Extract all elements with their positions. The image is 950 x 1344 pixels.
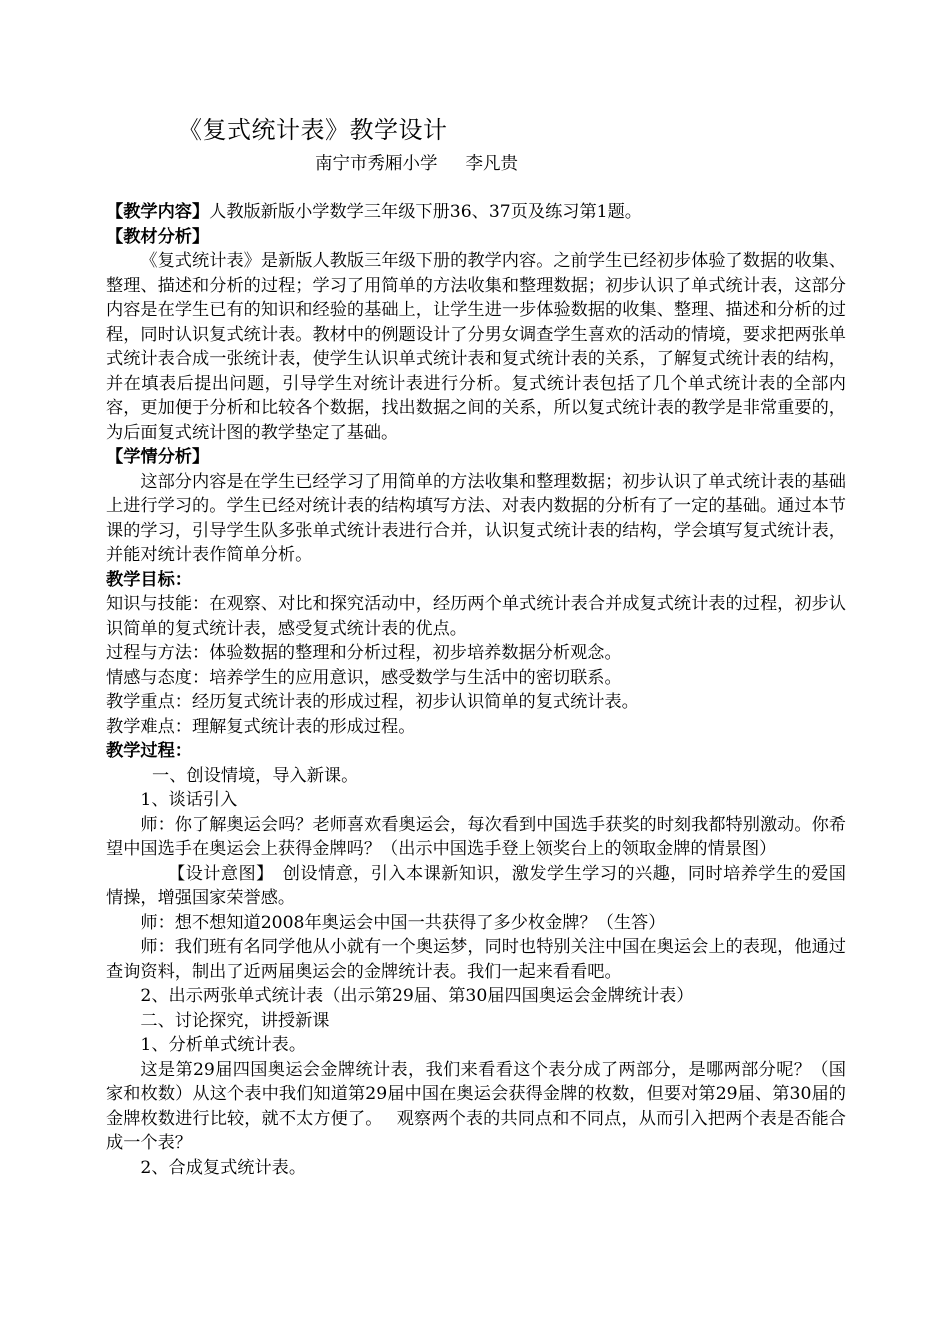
document-title: 《复式统计表》教学设计 [178, 116, 448, 144]
student-analysis-text: 这部分内容是在学生已经学习了用简单的方法收集和整理数据；初步认识了单式统计表的基础上进行学习的。学生已经对统计表的结构填写方法、对表内数据的分析有了一定的基础。通过本节课的学习，引导学生队多张单式统计表进行合并，认识复式统计表的结构，学会填写复式统计表，并能对统计表作简单分析。 [106, 471, 846, 565]
teaching-difficulty: 教学难点：理解复式统计表的形成过程。 [106, 716, 416, 737]
document-body [106, 200, 846, 1180]
section-2-step-1: 1、分析单式统计表。 [140, 1035, 307, 1055]
teacher-speech-2: 师：想不想知道2008年奥运会中国一共获得了多少枚金牌？（生答） [140, 912, 666, 933]
section-1-heading: 一、创设情境，导入新课。 [152, 765, 359, 786]
design-intent-text: 创设情意，引入本课新知识，激发学生学习的兴趣，同时培养学生的爱国情操，增强国家荣誉感。 [106, 863, 846, 908]
section-2-heading: 二、讨论探究，讲授新课 [140, 1010, 330, 1031]
section-1-step-2: 2、出示两张单式统计表（出示第29届、第30届四国奥运会金牌统计表） [140, 986, 694, 1006]
design-intent [106, 862, 846, 911]
design-intent-label: 【设计意图】 [168, 863, 266, 884]
material-analysis-text: 《复式统计表》是新版人教版三年级下册的教学内容。之前学生已经初步体验了数据的收集、整理、描述和分析的过程；学习了用简单的方法收集和整理数据；初步认识了单式统计表，这部分内容是在学生已有的知识和经验的基础上，让学生进一步体验数据的收集、整理、描述和分析的过程，同时认识复式统计表。教材中的例题设计了分男女调查学生喜欢的活动的情境，要求把两张单式统计表合成一张统计表，使学生认识单式统计表和复式统计表的关系，了解复式统计表的结构，并在填表后提出问题，引导学生对统计表进行分析。复式统计表包括了几个单式统计表的全部内容，更加便于分析和比较各个数据，找出数据之间的关系，所以复式统计表的教学是非常重要的，为后面复式统计图的教学垫定了基础。 [106, 251, 846, 443]
teaching-content-text: 人教版新版小学数学三年级下册36、37页及练习第1题。 [209, 202, 642, 222]
teaching-focus: 教学重点：经历复式统计表的形成过程，初步认识简单的复式统计表。 [106, 692, 639, 712]
teacher-speech-1: 师：你了解奥运会吗？老师喜欢看奥运会，每次看到中国选手获奖的时刻我都特别激动。你希望中国选手在奥运会上获得金牌吗？（出示中国选手登上领奖台上的领取金牌的情景图） [106, 814, 846, 859]
material-analysis-heading: 【教材分析】 [106, 226, 210, 247]
teaching-content-label: 【教学内容】 [106, 202, 210, 222]
author-name: 李凡贵 [465, 154, 518, 174]
author-line [315, 150, 518, 175]
section-1-step-1: 1、谈话引入 [140, 790, 238, 810]
section-2-step-2: 2、合成复式统计表。 [140, 1157, 307, 1178]
analysis-paragraph: 这是第29届四国奥运会金牌统计表，我们来看看这个表分成了两部分，是哪两部分呢？（国家和枚数）从这个表中我们知道第29届中国在奥运会获得金牌的枚数，但要对第29届、第30届的金牌枚数进行比较，就不太方便了。 观察两个表的共同点和不同点，从而引入把两个表是否能合成一个表？ [106, 1059, 846, 1153]
goal-emotion: 情感与态度：培养学生的应用意识，感受数学与生活中的密切联系。 [106, 667, 622, 688]
teaching-content [106, 200, 846, 225]
goal-knowledge: 知识与技能：在观察、对比和探究活动中，经历两个单式统计表合并成复式统计表的过程，初步认识简单的复式统计表，感受复式统计表的优点。 [106, 594, 846, 639]
teaching-goals-heading: 教学目标： [106, 569, 192, 590]
teacher-speech-3: 师：我们班有名同学他从小就有一个奥运梦，同时也特别关注中国在奥运会上的表现，他通过查询资料，制出了近两届奥运会的金牌统计表。我们一起来看看吧。 [106, 937, 846, 982]
teaching-process-heading: 教学过程： [106, 741, 192, 761]
goal-process: 过程与方法：体验数据的整理和分析过程，初步培养数据分析观念。 [106, 643, 622, 663]
author-school: 南宁市秀厢小学 [315, 154, 438, 174]
student-analysis-heading: 【学情分析】 [106, 447, 210, 467]
